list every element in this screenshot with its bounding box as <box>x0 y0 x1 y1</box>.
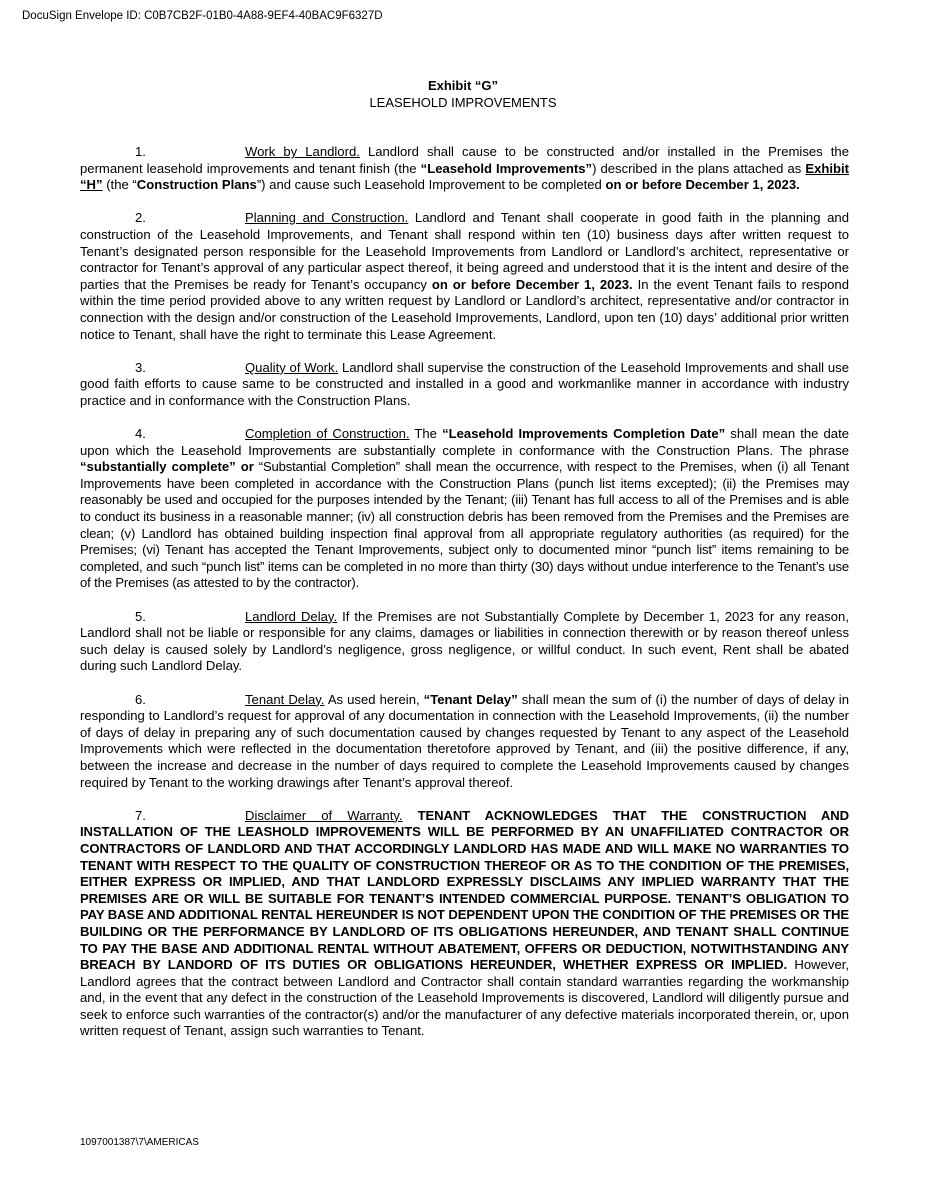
section-text: Landlord shall supervise the construction of the Leasehold Improvements and shall use good faith efforts to cause same to be constructed and installed in a good and workmanlike manner in accordance with industry practice and in conformance with the Construction Plans. <box>80 359 849 408</box>
disclaimer-text: TENANT ACKNOWLEDGES THAT THE CONSTRUCTION AND INSTALLATION OF THE LEASHOLD IMPROVEMENTS WILL BE PERFORMED BY AN UNAFFILIATED CONTRACTOR OR CONTRACTORS OF LANDLORD AND THAT ACCORDINGLY LANDLORD HAS MADE AND WILL MAKE NO WARRANTIES TO TENANT WITH RESPECT TO THE QUALITY OF CONSTRUCTION THEREOF OR AS TO THE CONDITION OF THE PREMISES, EITHER EXPRESS OR IMPLIED, AND THAT LANDLORD EXPRESSLY DISCLAIMS ANY IMPLIED WARRANTY THAT THE PREMISES ARE OR WILL BE SUITABLE FOR TENANT’S INTENDED COMMERCIAL PURPOSE. TENANT’S OBLIGATION TO PAY BASE AND ADDITIONAL RENTAL HEREUNDER IS NOT DEPENDENT UPON THE CONDITION OF THE PREMISES OR THE BUILDING OR THE PERFORMANCE BY LANDLORD OF ITS OBLIGATIONS HEREUNDER, AND TENANT SHALL CONTINUE TO PAY THE BASE AND ADDITIONAL RENTAL WITHOUT ABATEMENT, OFFERS OR DEDUCTION, NOTWITHSTANDING ANY BREACH BY LANDORD OF ITS DUTIES OR OBLIGATIONS HEREUNDER, WHETHER EXPRESS OR IMPLIED. <box>80 807 849 973</box>
section-text: However, Landlord agrees that the contract between Landlord and Contractor shall contain standard warranties regarding the workmanship and, in the event that any defect in the construction of the Leasehold Improvements is discovered, Landlord will diligently pursue and seek to enforce such warranties of the contractor(s) and/or the manufacturer of any defective materials incorporated therein, or, upon written request of Tenant, assign such warranties to Tenant. <box>80 957 850 1039</box>
section-heading: Planning and Construction. <box>245 210 409 226</box>
section-6 <box>80 692 849 792</box>
deadline-text: on or before December 1, 2023. <box>605 177 800 193</box>
section-text: In the event Tenant fails to respond within the time period provided above to any written request by Landlord or Landlord’s architect, representative and/or contractor in connection with the design and/or construction of the Leasehold Improvements, Landlord, upon ten (10) days’ additional prior written notice to Tenant, shall have the right to terminate this Lease Agreement. <box>80 276 849 342</box>
exhibit-title: Exhibit “G” <box>427 78 499 93</box>
document-body <box>80 144 849 1057</box>
section-7 <box>80 808 849 1040</box>
defined-term: “Tenant Delay” <box>423 691 518 707</box>
section-text: ) described in the plans attached as <box>592 160 806 176</box>
section-heading: Tenant Delay. <box>245 691 325 707</box>
section-text: shall mean the sum of (i) the number of days of delay in responding to Landlord’s request for approval of any documentation in connection with the Leasehold Improvements, (ii) the number of days of delay in preparing any of such documentation caused by changes requested by Tenant to any aspect of the Leasehold Improvements which were reflected in the documentation theretofore approved by Tenant, and (iii) the positive difference, if any, between the increase and decrease in the number of days required to complete the Leasehold Improvements caused by changes required by Tenant to the working drawings after Tenant’s approval thereof. <box>80 691 849 790</box>
section-2 <box>80 210 849 343</box>
section-text: As used herein, <box>324 691 424 707</box>
section-3 <box>80 360 849 410</box>
defined-term: “substantially complete” or <box>80 459 254 475</box>
defined-term: “Leasehold Improvements Completion Date” <box>442 426 726 442</box>
section-text: ”) and cause such Leasehold Improvement to be completed <box>256 177 606 193</box>
section-text: shall mean the date upon which the Leasehold Improvements are substantially complete in conformance with the Construction Plans. The phrase <box>80 426 850 458</box>
document-reference: 1097001387\7\AMERICAS <box>80 1137 199 1148</box>
section-heading: Work by Landlord. <box>245 144 360 159</box>
section-text: Landlord shall cause to be constructed and/or installed in the Premises the permanent leasehold improvements and tenant finish (the <box>80 144 849 176</box>
deadline-text: on or before December 1, 2023. <box>431 276 633 292</box>
section-5 <box>80 609 849 675</box>
section-heading: Landlord Delay. <box>245 608 338 624</box>
section-number: 4. <box>135 426 146 442</box>
envelope-id: DocuSign Envelope ID: C0B7CB2F-01B0-4A88-9EF4-40BAC9F6327D <box>22 10 383 22</box>
section-text: (the “ <box>102 177 137 193</box>
section-heading: Completion of Construction. <box>245 426 410 442</box>
section-number: 5. <box>135 608 146 624</box>
section-1 <box>80 144 849 194</box>
section-number: 6. <box>135 691 146 707</box>
section-number: 2. <box>135 210 146 226</box>
section-4 <box>80 426 849 592</box>
exhibit-reference: Exhibit “H” <box>80 160 850 193</box>
section-number: 1. <box>135 144 146 159</box>
section-text: Landlord and Tenant shall cooperate in good faith in the planning and construction of the Leasehold Improvements, and Tenant shall respond within ten (10) business days after written request to Tenant’s designated person responsible for the Leasehold Improvements from Landlord or Landlord’s architect, representative or contractor for Tenant’s approval of any particular aspect thereof, it being agreed and understood that it is the intent and desire of the parties that the Premises be ready for Tenant’s occupancy <box>80 210 849 292</box>
exhibit-subtitle: LEASEHOLD IMPROVEMENTS <box>369 95 557 110</box>
section-text: The <box>409 426 443 442</box>
section-text: “Substantial Completion” shall mean the occurrence, with respect to the Premises, when (i) all Tenant Improvements have been completed in accordance with the Construction Plans (punch list items excepted); (ii) the Premises may reasonably be used and occupied for the purposes intended by the Tenant; (iii) Tenant has full access to all of the Premises and is able to conduct its business in a reasonable manner; (iv) all construction debris has been removed from the Premises and the Premises are clean; (v) Landlord has obtained building inspection final approval from all appropriate regulatory authorities (as required) for the Premises; (vi) Tenant has accepted the Tenant Improvements, subject only to documented minor “punch list” items remaining to be completed, and such “punch list” items can be completed in no more than thirty (30) days without undue interference to the Tenant’s use of the Premises (as attested to by the contractor). <box>80 459 849 591</box>
section-number: 3. <box>135 359 146 375</box>
defined-term: “Leasehold Improvements” <box>420 160 593 176</box>
section-number: 7. <box>135 807 146 823</box>
section-text: If the Premises are not Substantially Complete by December 1, 2023 for any reason, Landlord shall not be liable or responsible for any claims, damages or liabilities in connection therewith or by reason thereof unless such delay is caused solely by Landlord’s negligence, gross negligence, or willful conduct. In such event, Rent shall be abated during such Landlord Delay. <box>80 608 849 674</box>
section-heading: Quality of Work. <box>245 359 339 375</box>
defined-term: Construction Plans <box>136 177 257 193</box>
section-heading: Disclaimer of Warranty. <box>245 807 403 823</box>
